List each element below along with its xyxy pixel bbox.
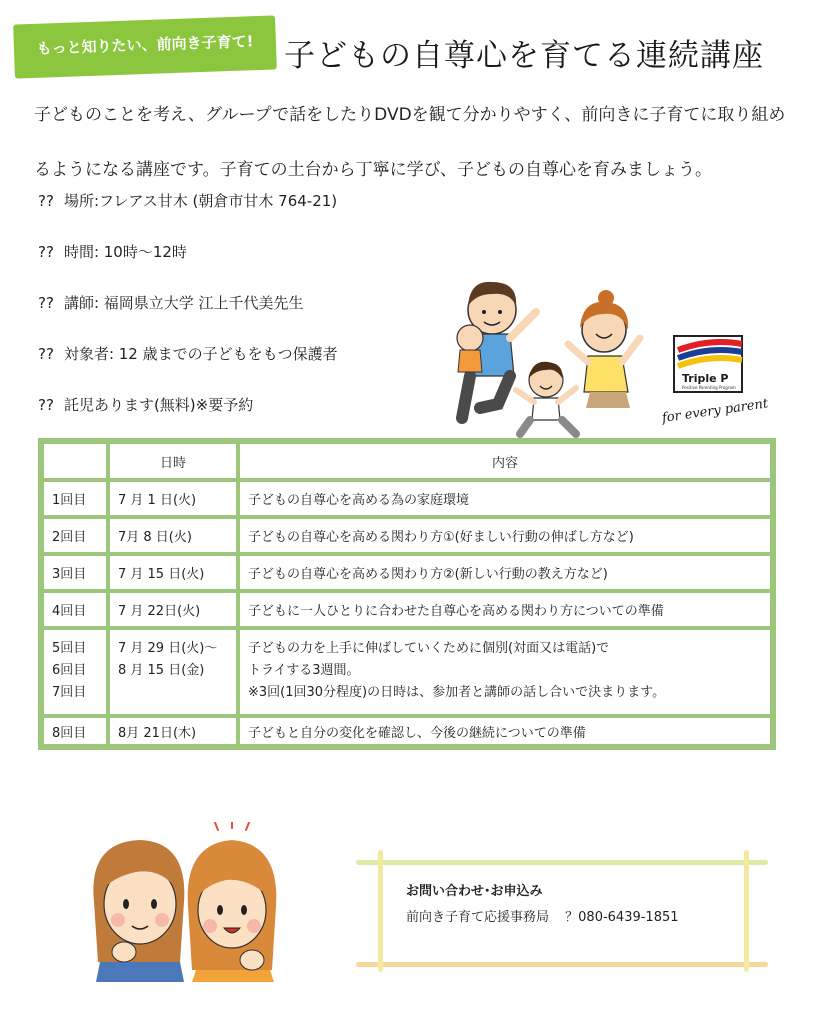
page-title: 子どもの自尊心を育てる連続講座 (284, 38, 764, 74)
contact-phone[interactable]: ？080-6439-1851 (565, 910, 679, 925)
table-row (42, 628, 772, 716)
content-cell: 子どもの自尊心を高める関わり方①(好ましい行動の伸ばし方など) (238, 517, 772, 554)
frame-top-bar (356, 860, 768, 865)
mothers-illustration (80, 822, 290, 982)
date-cell: 7 月 1 日(火) (108, 480, 238, 517)
schedule-table (38, 438, 776, 750)
date-cell: 7 月 22日(火) (108, 591, 238, 628)
header-session (42, 442, 108, 480)
frame-left-bar (378, 850, 383, 972)
info-audience: ?? 対象者: 12 歳までの子どもをもつ保護者 (38, 345, 338, 363)
date-cell: 8月 21日(木) (108, 716, 238, 746)
table-row (42, 716, 772, 746)
triple-p-logo (660, 330, 780, 426)
session-cell: 8回目 (42, 716, 108, 746)
info-lecturer: ?? 講師: 福岡県立大学 江上千代美先生 (38, 294, 304, 312)
contact-box (356, 850, 768, 972)
logo-subtitle: Positive Parenting Program (682, 385, 736, 390)
contact-org: 前向き子育て応援事務局 (406, 910, 550, 925)
table-row (42, 554, 772, 591)
content-cell: 子どもに一人ひとりに合わせた自尊心を高める関わり方についての準備 (238, 591, 772, 628)
session-cell: 2回目 (42, 517, 108, 554)
date-cell: 7 月 15 日(火) (108, 554, 238, 591)
table-row (42, 480, 772, 517)
frame-right-bar (744, 850, 749, 972)
session-cell: 1回目 (42, 480, 108, 517)
intro-paragraph: 子どものことを考え、グループで話をしたりDVDを観て分かりやすく、前向きに子育てに取り組めるようになる講座です。子育ての土台から丁寧に学び、子どもの自尊心を育みましょう。 (34, 105, 786, 180)
info-location: ?? 場所:フレアス甘木 (朝倉市甘木 764-21) (38, 192, 338, 210)
contact-heading: お問い合わせ･お申込み (406, 884, 543, 899)
content-cell: 子どもの自尊心を高める為の家庭環境 (238, 480, 772, 517)
contact-line (406, 906, 679, 925)
table-header-row (42, 442, 772, 480)
table-row (42, 517, 772, 554)
header-date: 日時 (108, 442, 238, 480)
date-cell: 7 月 29 日(火)～ 8 月 15 日(金) (108, 628, 238, 716)
tagline-text: もっと知りたい、前向き子育て! (36, 32, 254, 58)
content-cell: 子どもの自尊心を高める関わり方②(新しい行動の教え方など) (238, 554, 772, 591)
info-childcare: ?? 託児あります(無料)※要予約 (38, 396, 254, 414)
frame-bottom-bar (356, 962, 768, 967)
logo-name: Triple P (682, 372, 729, 385)
triple-p-logo-graphic (660, 330, 780, 426)
info-time: ?? 時間: 10時～12時 (38, 243, 187, 261)
tagline-badge (10, 14, 278, 76)
logo-slogan: for every parent (661, 396, 770, 426)
family-illustration (440, 268, 650, 440)
date-cell: 7月 8 日(火) (108, 517, 238, 554)
session-cell: 4回目 (42, 591, 108, 628)
session-cell: 5回目 6回目 7回目 (42, 628, 108, 716)
session-cell: 3回目 (42, 554, 108, 591)
table-row (42, 591, 772, 628)
content-cell: 子どもと自分の変化を確認し、今後の継続についての準備 (238, 716, 772, 746)
content-cell: 子どもの力を上手に伸ばしていくために個別(対面又は電話)で トライする3週間。 ※3回(1回30分程度)の日時は、参加者と講師の話し合いで決まります。 (238, 628, 772, 716)
header-content: 内容 (238, 442, 772, 480)
